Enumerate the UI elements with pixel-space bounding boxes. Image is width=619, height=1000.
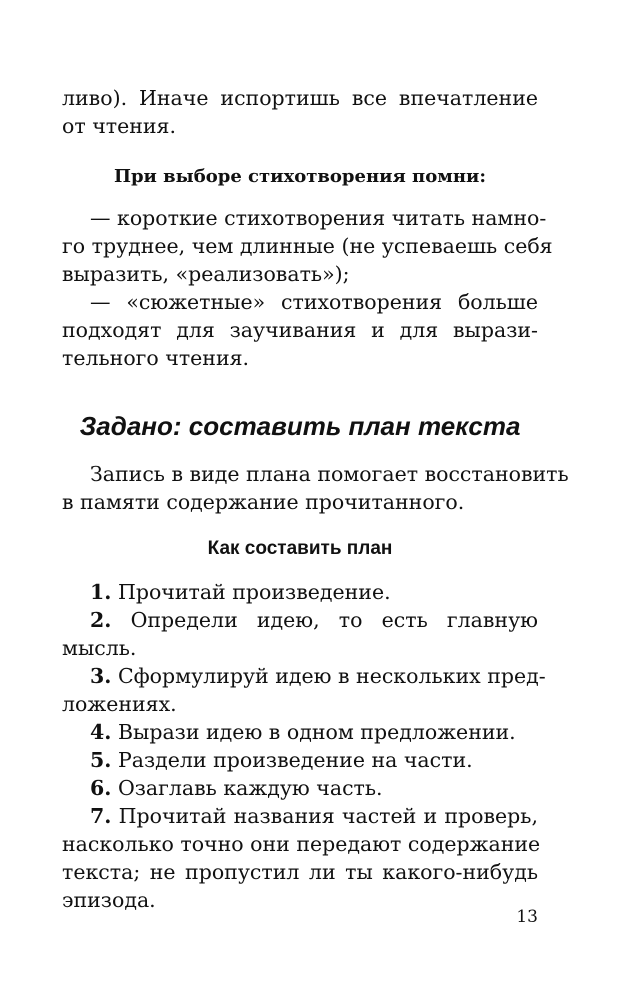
step-number: 5. <box>90 748 112 772</box>
step-2 <box>90 606 538 634</box>
step-number: 3. <box>90 664 112 688</box>
plan-subheading: Как составить план <box>207 538 393 559</box>
page-number: 13 <box>516 907 538 927</box>
step-text: Озаглавь каждую часть. <box>117 776 383 800</box>
step-number: 1. <box>90 580 112 604</box>
step-7 <box>90 802 538 830</box>
step-7-continuation-2: текста; не пропустил ли ты какого-нибудь <box>62 860 538 884</box>
step-text: Прочитай названия частей и проверь, <box>118 804 538 828</box>
step-number: 2. <box>90 608 112 632</box>
tip2-line-2: подходят для заучивания и для вырази- <box>62 318 538 342</box>
step-text: Сформулируй идею в нескольких пред- <box>117 664 546 688</box>
tip1-line-3: выразить, «реализовать»); <box>62 262 350 286</box>
step-1 <box>90 578 538 606</box>
step-3-continuation: ложениях. <box>62 692 177 716</box>
plan-paragraph-line-2: в памяти содержание прочитанного. <box>62 490 465 514</box>
step-7-continuation-1: насколько точно они передают содержание <box>62 832 541 856</box>
step-5 <box>90 746 538 774</box>
step-text: Раздели произведение на части. <box>117 748 473 772</box>
step-text: Вырази идею в одном предложении. <box>117 720 516 744</box>
section-title: Задано: составить план текста <box>79 411 521 441</box>
step-2-continuation: мысль. <box>62 636 137 660</box>
step-number: 6. <box>90 776 112 800</box>
step-3 <box>90 662 546 690</box>
step-number: 4. <box>90 720 112 744</box>
step-text: Определи идею, то есть главную <box>130 608 538 632</box>
intro-line-1: ливо). Иначе испортишь все впечатление <box>62 86 538 110</box>
step-text: Прочитай произведение. <box>117 580 391 604</box>
plan-paragraph-line-1: Запись в виде плана помогает восстановить <box>90 462 569 486</box>
step-number: 7. <box>90 804 112 828</box>
step-4 <box>90 718 538 746</box>
intro-line-2: от чтения. <box>62 114 177 138</box>
tip2-line-1: — «сюжетные» стихотворения больше <box>90 290 538 314</box>
step-7-continuation-3: эпизода. <box>62 888 156 912</box>
step-6 <box>90 774 538 802</box>
tip2-line-3: тельного чтения. <box>62 346 250 370</box>
poem-tips-heading: При выборе стихотворения помни: <box>113 166 487 187</box>
tip1-line-1: — короткие стихотворения читать намно- <box>90 206 547 230</box>
tip1-line-2: го труднее, чем длинные (не успеваешь себя <box>62 234 553 258</box>
